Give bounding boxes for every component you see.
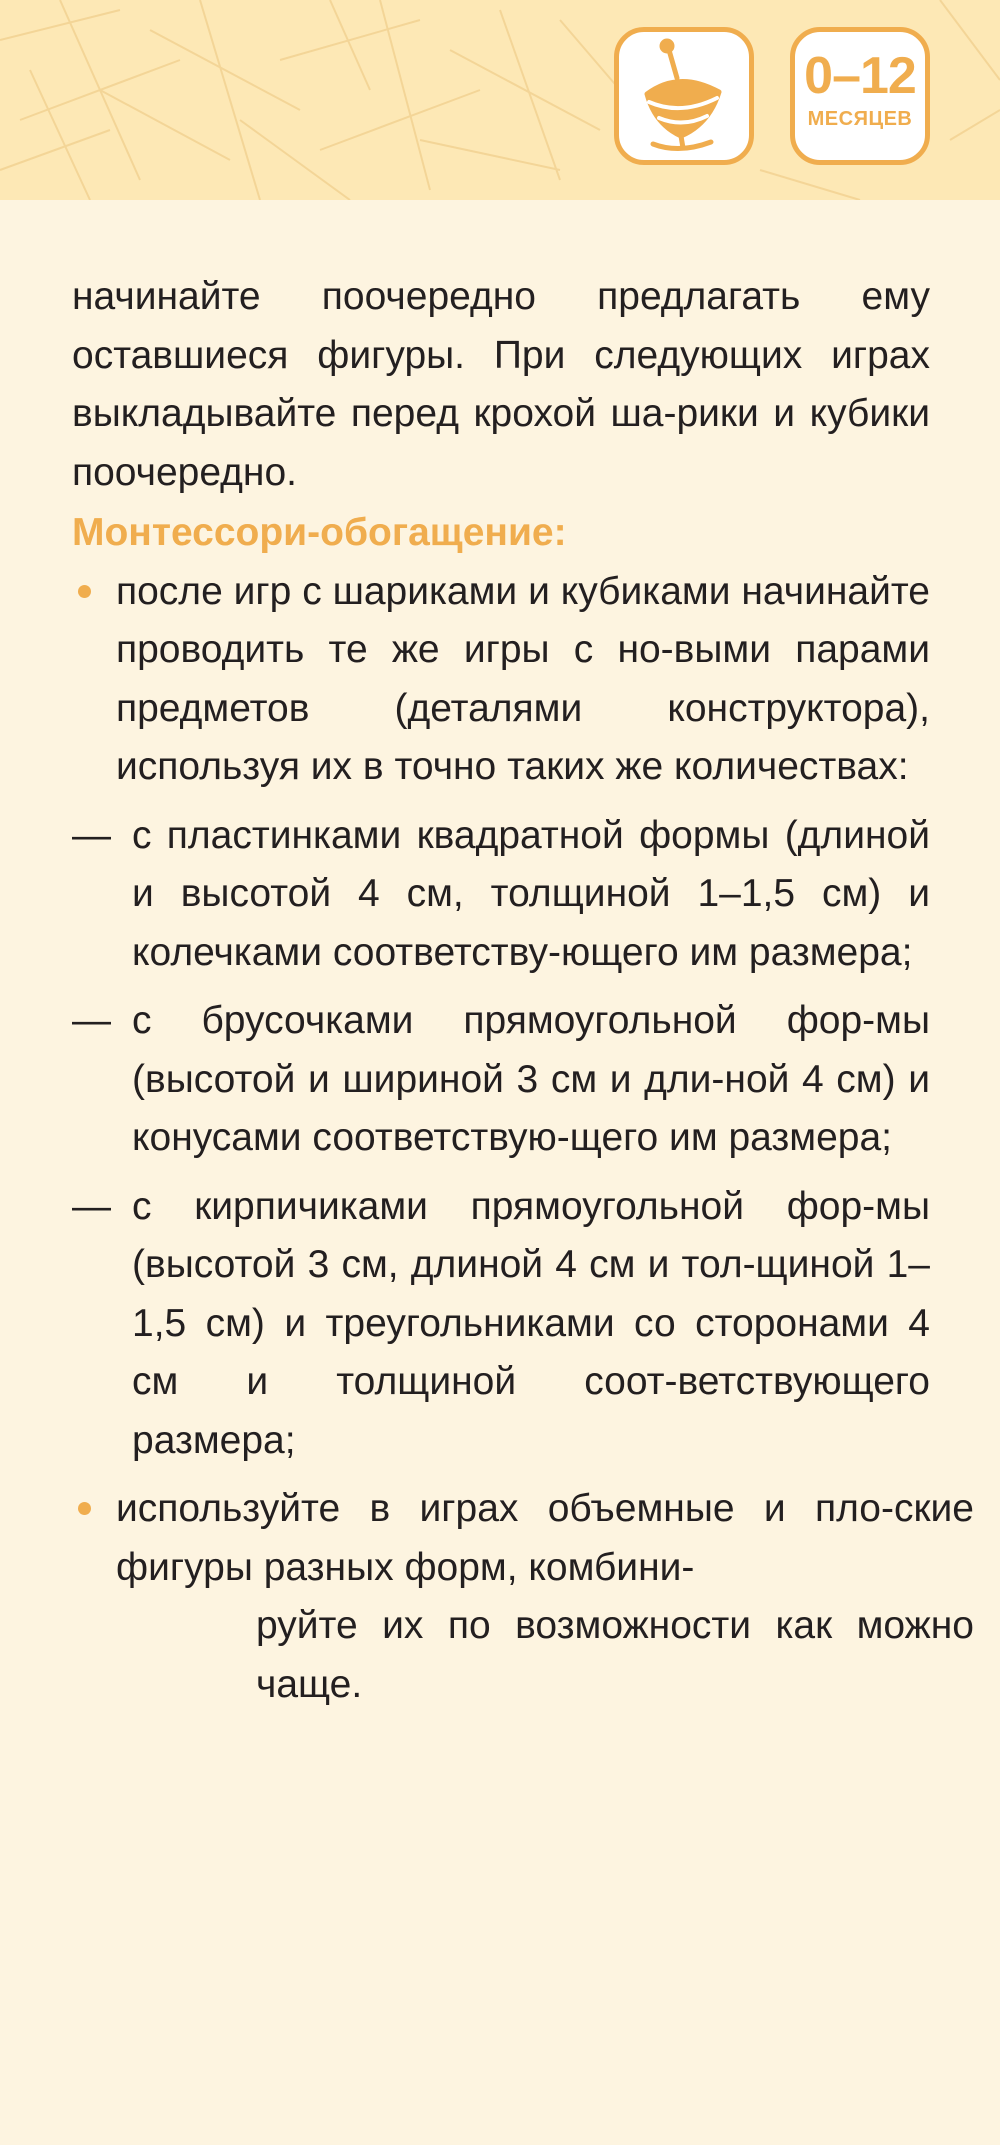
bullet-item	[72, 563, 930, 797]
age-range: 0–12	[804, 47, 916, 105]
dash-text: с брусочками прямоугольной фор-мы (высотой и шириной 3 см и дли-ной 4 см) и конусами соответствую-щего им размера;	[132, 999, 930, 1159]
dash-item	[72, 807, 930, 983]
page-header	[0, 0, 1000, 200]
bullet-text: используйте в играх объемные и пло-ские фигуры разных форм, комбини-	[116, 1487, 974, 1589]
intro-paragraph: начинайте поочередно предлагать ему оставшиеся фигуры. При следующих играх выкладывайте перед крохой ша-рики и кубики поочередно.	[72, 275, 930, 494]
dash-mark: —	[72, 1184, 111, 1228]
dash-item	[72, 1178, 930, 1471]
age-badge	[790, 27, 930, 165]
dash-mark: —	[72, 813, 111, 857]
bullet-dot-icon	[78, 585, 91, 598]
dash-text: с пластинками квадратной формы (длиной и высотой 4 см, толщиной 1–1,5 см) и колечками соответству-ющего им размера;	[132, 813, 930, 974]
bullet-text: после игр с шариками и кубиками начинайте проводить те же игры с но-выми парами предметов (деталями конструктора), используя их в точно таких же количествах:	[116, 569, 930, 788]
bullet-dot-icon	[78, 1502, 91, 1515]
section-heading: Монтессори-обогащение:	[72, 511, 567, 554]
spinning-top-icon	[619, 32, 749, 160]
article-body	[72, 268, 974, 1714]
dash-mark: —	[72, 999, 111, 1042]
dash-text: с кирпичиками прямоугольной фор-мы (высотой 3 см, длиной 4 см и тол-щиной 1–1,5 см) и треугольниками со сторонами 4 см и толщиной соот-ветствующего размера;	[132, 1184, 930, 1462]
bullet-item	[72, 1480, 974, 1714]
bullet-text-tail: руйте их по возможности как можно чаще.	[256, 1604, 974, 1706]
spinning-top-badge	[614, 27, 754, 165]
dash-item	[72, 992, 930, 1168]
age-unit: МЕСЯЦЕВ	[807, 108, 913, 130]
